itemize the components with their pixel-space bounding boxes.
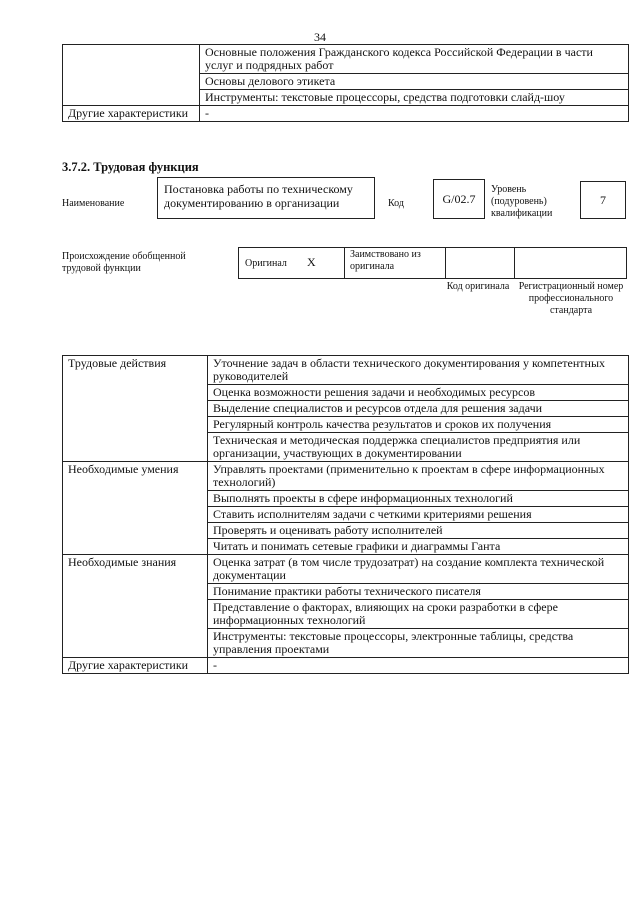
borrowed-label: Заимствовано из оригинала <box>350 249 421 272</box>
table-row <box>63 45 629 74</box>
table-cell: - <box>200 106 629 122</box>
table-cell: Уточнение задач в области технического документирования у компетентных руководителей <box>208 356 629 385</box>
code-value: G/02.7 <box>442 192 476 206</box>
table-row <box>63 658 629 674</box>
table-cell: Регулярный контроль качества результатов и сроков их получения <box>208 417 629 433</box>
table-row <box>63 462 629 491</box>
group-label: Другие характеристики <box>63 658 208 674</box>
level-value: 7 <box>600 193 606 207</box>
page-number: 34 <box>314 30 326 44</box>
table-row <box>63 106 629 122</box>
table-cell: Ставить исполнителям задачи с четкими критериями решения <box>208 507 629 523</box>
table-cell: - <box>208 658 629 674</box>
top-table <box>62 44 629 122</box>
table-cell: Управлять проектами (применительно к проектам в сфере информационных технологий) <box>208 462 629 491</box>
section-title: 3.7.2. Трудовая функция <box>62 160 199 174</box>
level-label: Уровень (подуровень) квалификации <box>491 184 553 219</box>
group-label: Необходимые знания <box>63 555 208 658</box>
table-cell: Основы делового этикета <box>200 74 629 90</box>
origin-label: Происхождение обобщенной трудовой функции <box>62 251 186 274</box>
table-cell-label: Другие характеристики <box>63 106 200 122</box>
group-label: Трудовые действия <box>63 356 208 462</box>
code-original-label: Код оригинала <box>446 281 510 292</box>
name-value: Постановка работы по техническому документированию в организации <box>164 182 353 210</box>
table-cell: Техническая и методическая поддержка специалистов предприятия или организации, участвующих в документировании <box>208 433 629 462</box>
table-cell: Выполнять проекты в сфере информационных технологий <box>208 491 629 507</box>
original-label: Оригинал <box>245 258 287 269</box>
table-row <box>63 356 629 385</box>
main-table <box>62 355 629 674</box>
original-mark: X <box>307 255 316 269</box>
top-table-label-empty <box>63 45 200 106</box>
table-cell: Представление о факторах, влияющих на сроки разработки в сфере информационных технологий <box>208 600 629 629</box>
table-cell: Оценка затрат (в том числе трудозатрат) на создание комплекта технической документации <box>208 555 629 584</box>
table-cell: Читать и понимать сетевые графики и диаграммы Ганта <box>208 539 629 555</box>
table-cell: Понимание практики работы технического писателя <box>208 584 629 600</box>
table-cell: Инструменты: текстовые процессоры, электронные таблицы, средства управления проектами <box>208 629 629 658</box>
group-label: Необходимые умения <box>63 462 208 555</box>
name-value-box <box>157 177 375 219</box>
table-row <box>63 555 629 584</box>
level-value-box <box>580 181 626 219</box>
name-label: Наименование <box>62 198 125 209</box>
table-cell: Проверять и оценивать работу исполнителей <box>208 523 629 539</box>
code-label: Код <box>388 198 404 209</box>
table-cell: Выделение специалистов и ресурсов отдела для решения задачи <box>208 401 629 417</box>
table-cell: Инструменты: текстовые процессоры, средства подготовки слайд-шоу <box>200 90 629 106</box>
reg-number-label: Регистрационный номер профессионального стандарта <box>518 281 624 316</box>
table-cell: Оценка возможности решения задачи и необходимых ресурсов <box>208 385 629 401</box>
code-value-box <box>433 179 485 219</box>
table-cell: Основные положения Гражданского кодекса Российской Федерации в части услуг и подрядных работ <box>200 45 629 74</box>
